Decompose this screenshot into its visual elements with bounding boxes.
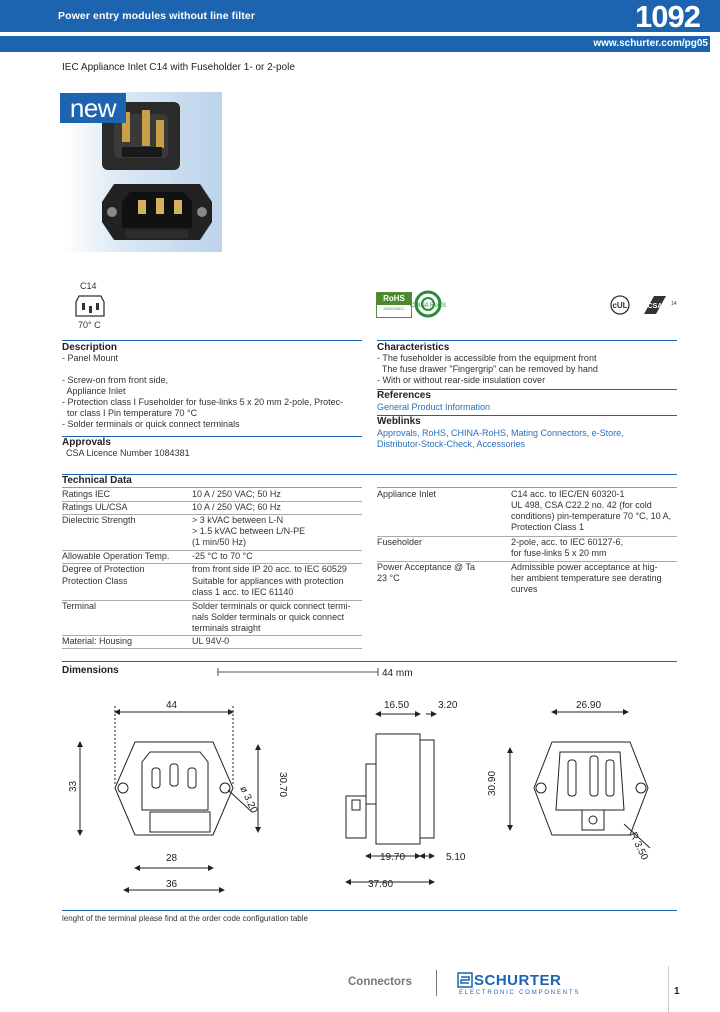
table-row <box>377 562 677 596</box>
characteristics-line: - With or without rear-side insulation cover <box>377 375 546 385</box>
new-badge: new <box>60 93 126 123</box>
table-row <box>62 601 362 636</box>
row-value: Suitable for appliances with protection <box>192 576 344 586</box>
footer-divider <box>436 970 437 996</box>
table-row <box>377 537 677 562</box>
header-title: Power entry modules without line filter <box>58 10 256 22</box>
description-line <box>62 364 343 375</box>
footer-brand-sub: ELECTRONIC COMPONENTS <box>459 990 581 996</box>
weblinks-line[interactable]: Approvals, RoHS, CHINA-RoHS, Mating Connectors, e-Store, <box>377 428 624 438</box>
c14-symbol-icon <box>74 294 106 318</box>
description-line: - Panel Mount <box>62 353 119 363</box>
row-label: Protection Class <box>62 576 128 586</box>
dim-label: 28 <box>166 853 178 864</box>
schurter-logo-icon <box>458 973 474 989</box>
csa-icon <box>640 294 676 318</box>
characteristics-list <box>377 353 598 386</box>
footer-category: Connectors <box>348 976 412 988</box>
table-row <box>62 489 362 502</box>
characteristics-line: - The fuseholder is accessible from the equipment front <box>377 353 597 363</box>
row-value: Admissible power acceptance at hig- <box>511 562 658 572</box>
row-value: Solder terminals or quick connect termi- <box>192 601 351 611</box>
dim-label: 3.20 <box>438 700 458 711</box>
symbol-temp: 70° C <box>78 320 101 330</box>
description-line: tor class I Pin temperature 70 °C <box>62 408 198 418</box>
svg-text:44 mm: 44 mm <box>382 668 413 679</box>
product-front-view <box>102 184 212 240</box>
row-value: 10 A / 250 VAC; 60 Hz <box>192 502 281 512</box>
row-value: (1 min/50 Hz) <box>192 537 247 547</box>
header-url[interactable]: www.schurter.com/pg05 <box>593 38 708 49</box>
dim-label: ø 3.20 <box>237 784 260 815</box>
row-label: Fuseholder <box>377 537 423 547</box>
row-value: for fuse-links 5 x 20 mm <box>511 548 607 558</box>
svg-text:14: 14 <box>671 301 677 307</box>
row-value: C14 acc. to IEC/EN 60320-1 <box>511 489 625 499</box>
row-value: class 1 acc. to IEC 61140 <box>192 587 294 597</box>
row-label: Power Acceptance @ Ta <box>377 562 476 572</box>
rule <box>377 340 677 341</box>
description-list <box>62 353 343 430</box>
rohs-icon: RoHS 2002/95/EC <box>376 292 412 318</box>
references-title: References <box>377 390 431 401</box>
description-title: Description <box>62 342 118 353</box>
dim-label: 33 <box>68 780 79 792</box>
row-value: UL 498, CSA C22.2 no. 42 (for cold <box>511 500 652 510</box>
row-value: conditions) pin-temperature 70 °C, 10 A, <box>511 511 672 521</box>
dimension-drawings <box>0 660 720 920</box>
tech-table-right <box>377 489 677 596</box>
row-label: Allowable Operation Temp. <box>62 551 170 561</box>
approvals-line: CSA Licence Number 1084381 <box>66 448 190 458</box>
description-line: Appliance Inlet <box>62 386 126 396</box>
technical-title: Technical Data <box>62 475 132 486</box>
page-number: 1 <box>674 986 680 997</box>
table-rule <box>62 487 362 488</box>
row-value: curves <box>511 584 538 594</box>
table-row <box>62 502 362 515</box>
table-row <box>62 576 362 601</box>
rule <box>62 340 362 341</box>
row-label: Degree of Protection <box>62 564 145 574</box>
row-value: 2-pole, acc. to IEC 60127-6, <box>511 537 624 547</box>
table-row <box>62 564 362 576</box>
row-value: 10 A / 250 VAC; 50 Hz <box>192 489 281 499</box>
cul-icon <box>606 294 632 318</box>
description-line: - Solder terminals or quick connect terminals <box>62 419 240 429</box>
scale-bar <box>218 668 413 679</box>
dim-label: 19.70 <box>380 852 406 863</box>
dim-label: 36 <box>166 879 178 890</box>
dim-label: 26.90 <box>576 700 602 711</box>
svg-text:CSA: CSA <box>647 303 663 310</box>
footer-brand: SCHURTER <box>474 972 562 989</box>
row-value: nals Solder terminals or quick connect <box>192 612 345 622</box>
dim-label: 30.70 <box>277 772 288 798</box>
row-value: -25 °C to 70 °C <box>192 551 253 561</box>
dimensions-note: lenght of the terminal please find at the order code configuration table <box>62 914 308 923</box>
row-label: Dielectric Strength <box>62 515 136 525</box>
row-label: Ratings IEC <box>62 489 111 499</box>
characteristics-line: The fuse drawer "Fingergrip" can be removed by hand <box>377 364 598 374</box>
row-value: from front side IP 20 acc. to IEC 60529 <box>192 564 347 574</box>
weblinks-title: Weblinks <box>377 416 421 427</box>
rule <box>62 910 677 911</box>
dim-label: 30.90 <box>487 770 498 796</box>
rule <box>377 415 677 416</box>
dim-label: 16.50 <box>384 700 410 711</box>
table-rule <box>377 487 677 488</box>
tech-table-left <box>62 489 362 649</box>
svg-text:cUL: cUL <box>612 301 628 310</box>
rule <box>62 474 677 475</box>
row-label: Ratings UL/CSA <box>62 502 128 512</box>
general-product-info-link[interactable]: General Product Information <box>377 402 491 412</box>
dim-label: 37.60 <box>368 879 394 890</box>
approvals-title: Approvals <box>62 437 111 448</box>
row-label: Terminal <box>62 601 97 611</box>
table-row <box>62 515 362 551</box>
row-value: > 1.5 kVAC between L/N-PE <box>192 526 306 536</box>
dim-label: 44 <box>166 700 178 711</box>
row-value: > 3 kVAC between L-N <box>192 515 284 525</box>
product-number: 1092 <box>635 0 700 34</box>
dim-label: R 3.50 <box>627 830 650 862</box>
china-rohs-icon <box>409 290 447 318</box>
symbol-label: C14 <box>80 281 97 291</box>
dimensions-title: Dimensions <box>62 665 119 676</box>
product-subtitle: IEC Appliance Inlet C14 with Fuseholder 1- or 2-pole <box>62 62 295 73</box>
row-label: Material: Housing <box>62 636 133 646</box>
description-line: - Protection class I Fuseholder for fuse-links 5 x 20 mm 2-pole, Protec- <box>62 397 344 407</box>
row-value: UL 94V-0 <box>192 636 230 646</box>
row-value: her ambient temperature see derating <box>511 573 662 583</box>
row-label: Appliance Inlet <box>377 489 437 499</box>
table-row <box>62 551 362 564</box>
weblinks-line[interactable]: Distributor-Stock-Check, Accessories <box>377 439 526 449</box>
footer-page-divider <box>668 966 669 1012</box>
back-view-drawing <box>510 712 650 848</box>
table-row <box>377 489 677 537</box>
row-value: Protection Class 1 <box>511 522 585 532</box>
dim-label: 5.10 <box>446 852 466 863</box>
row-label: 23 °C <box>377 573 400 583</box>
row-value: terminals straight <box>192 623 261 633</box>
characteristics-title: Characteristics <box>377 342 450 353</box>
table-row <box>62 636 362 649</box>
svg-text:CHINA RoHS: CHINA RoHS <box>409 303 447 309</box>
description-line: - Screw-on from front side, <box>62 375 169 385</box>
